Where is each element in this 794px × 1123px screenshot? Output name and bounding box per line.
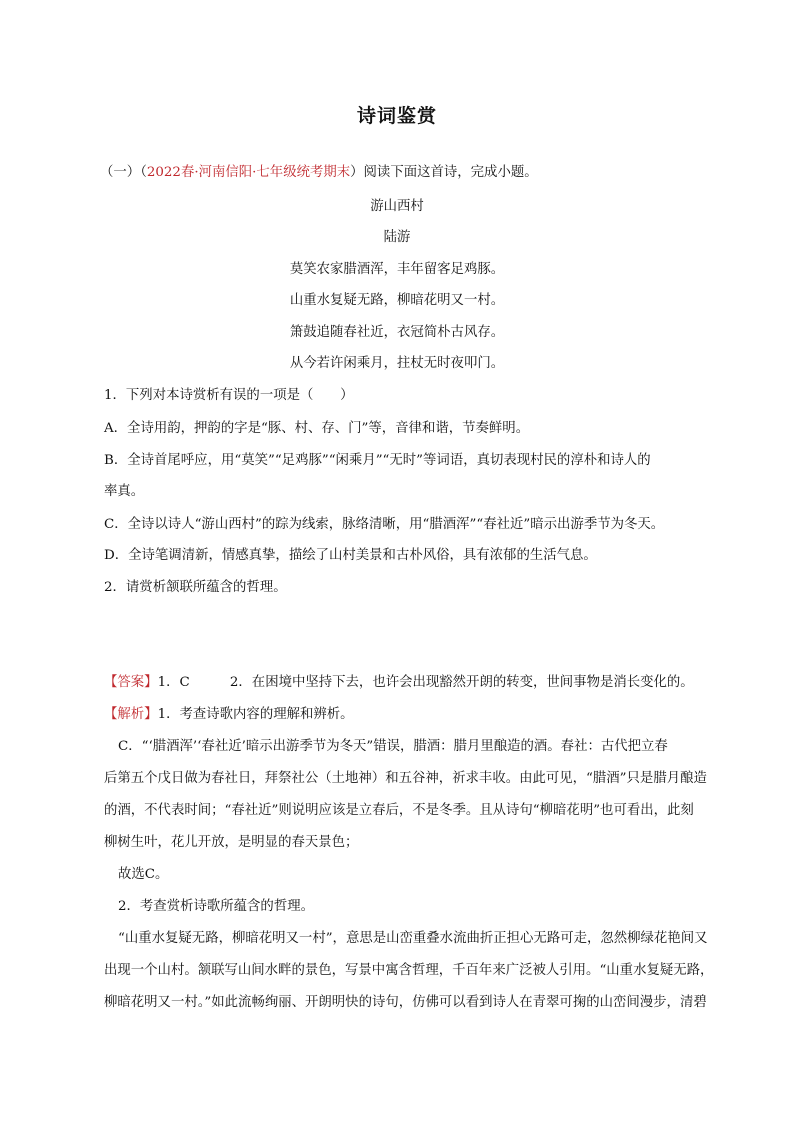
option-b-continued: 率真。 [104,484,145,499]
analysis-paragraph-line: 柳树生叶，花儿开放，是明显的春天景色； [104,835,359,850]
analysis-paragraph-line: 的酒，不代表时间；“春社近”则说明应该是立春后，不是冬季。且从诗句“柳暗花明”也可看出，此刻 [104,803,694,818]
poem-line: 箫鼓追随春社近，衣冠简朴古风存。 [289,325,505,340]
answer-text: 1．C 2．在困境中坚持下去，也许会出现豁然开朗的转变，世间事物是消长变化的。 [157,675,694,690]
page-title: 诗词鉴赏 [356,105,437,127]
poem-title: 游山西村 [370,199,424,214]
option-c: C．全诗以诗人“游山西村”的踪为线索，脉络清晰，用“腊酒浑”“春社近”暗示出游季节为冬天。 [104,517,665,532]
answer-line [104,673,694,693]
poem-line: 从今若许闲乘月，拄杖无时夜叩门。 [289,356,505,371]
intro-suffix: ）阅读下面这首诗，完成小题。 [350,165,538,180]
option-a: A．全诗用韵，押韵的字是“豚、村、存、门”等，音律和谐，节奏鲜明。 [104,421,530,436]
option-d: D．全诗笔调清新，情感真挚，描绘了山村美景和古朴风俗，具有浓郁的生活气息。 [104,548,597,563]
option-b: B．全诗首尾呼应，用“莫笑”“足鸡豚”“闲乘月”“无时”等词语，真切表现村民的淳朴和诗人的 [104,453,651,468]
analysis-paragraph-line: 出现一个山村。颔联写山间水畔的景色，写景中寓含哲理，千百年来广泛被人引用。“山重水复疑无路， [104,963,714,978]
analysis-paragraph-line: 后第五个戊日做为春社日，拜祭社公（土地神）和五谷神，祈求丰收。由此可见，“腊酒”只是腊月酿造 [104,771,707,786]
analysis-first: 1．考查诗歌内容的理解和辨析。 [157,707,354,722]
intro-source: 2022春·河南信阳·七年级统考期末 [146,165,351,180]
poem-author: 陆游 [383,230,411,245]
analysis-paragraph-line: 故选C。 [118,867,169,882]
poem-line: 山重水复疑无路，柳暗花明又一村。 [289,293,505,308]
analysis-paragraph-line: C．“‘腊酒浑’‘春社近’暗示出游季节为冬天”错误，腊酒：腊月里酿造的酒。春社：古代把立春 [118,739,668,754]
poem-line: 莫笑农家腊酒浑，丰年留客足鸡豚。 [289,262,505,277]
analysis-line [104,705,354,725]
analysis-paragraph-line: “山重水复疑无路，柳暗花明又一村”，意思是山峦重叠水流曲折正担心无路可走，忽然柳绿花艳间又 [118,931,708,946]
analysis-paragraph-line: 2．考查赏析诗歌所蕴含的哲理。 [118,899,314,914]
analysis-tag: 【解析】 [104,707,158,722]
intro-prefix: （一）（ [100,165,147,180]
question-1: 1．下列对本诗赏析有误的一项是（ ） [104,388,354,403]
question-intro [100,163,538,183]
question-2: 2．请赏析颔联所蕴含的哲理。 [104,580,287,595]
analysis-paragraph-line: 柳暗花明又一村。”如此流畅绚丽、开朗明快的诗句，仿佛可以看到诗人在青翠可掬的山峦间漫步，清碧 [104,995,707,1010]
answer-tag: 【答案】 [104,675,158,690]
